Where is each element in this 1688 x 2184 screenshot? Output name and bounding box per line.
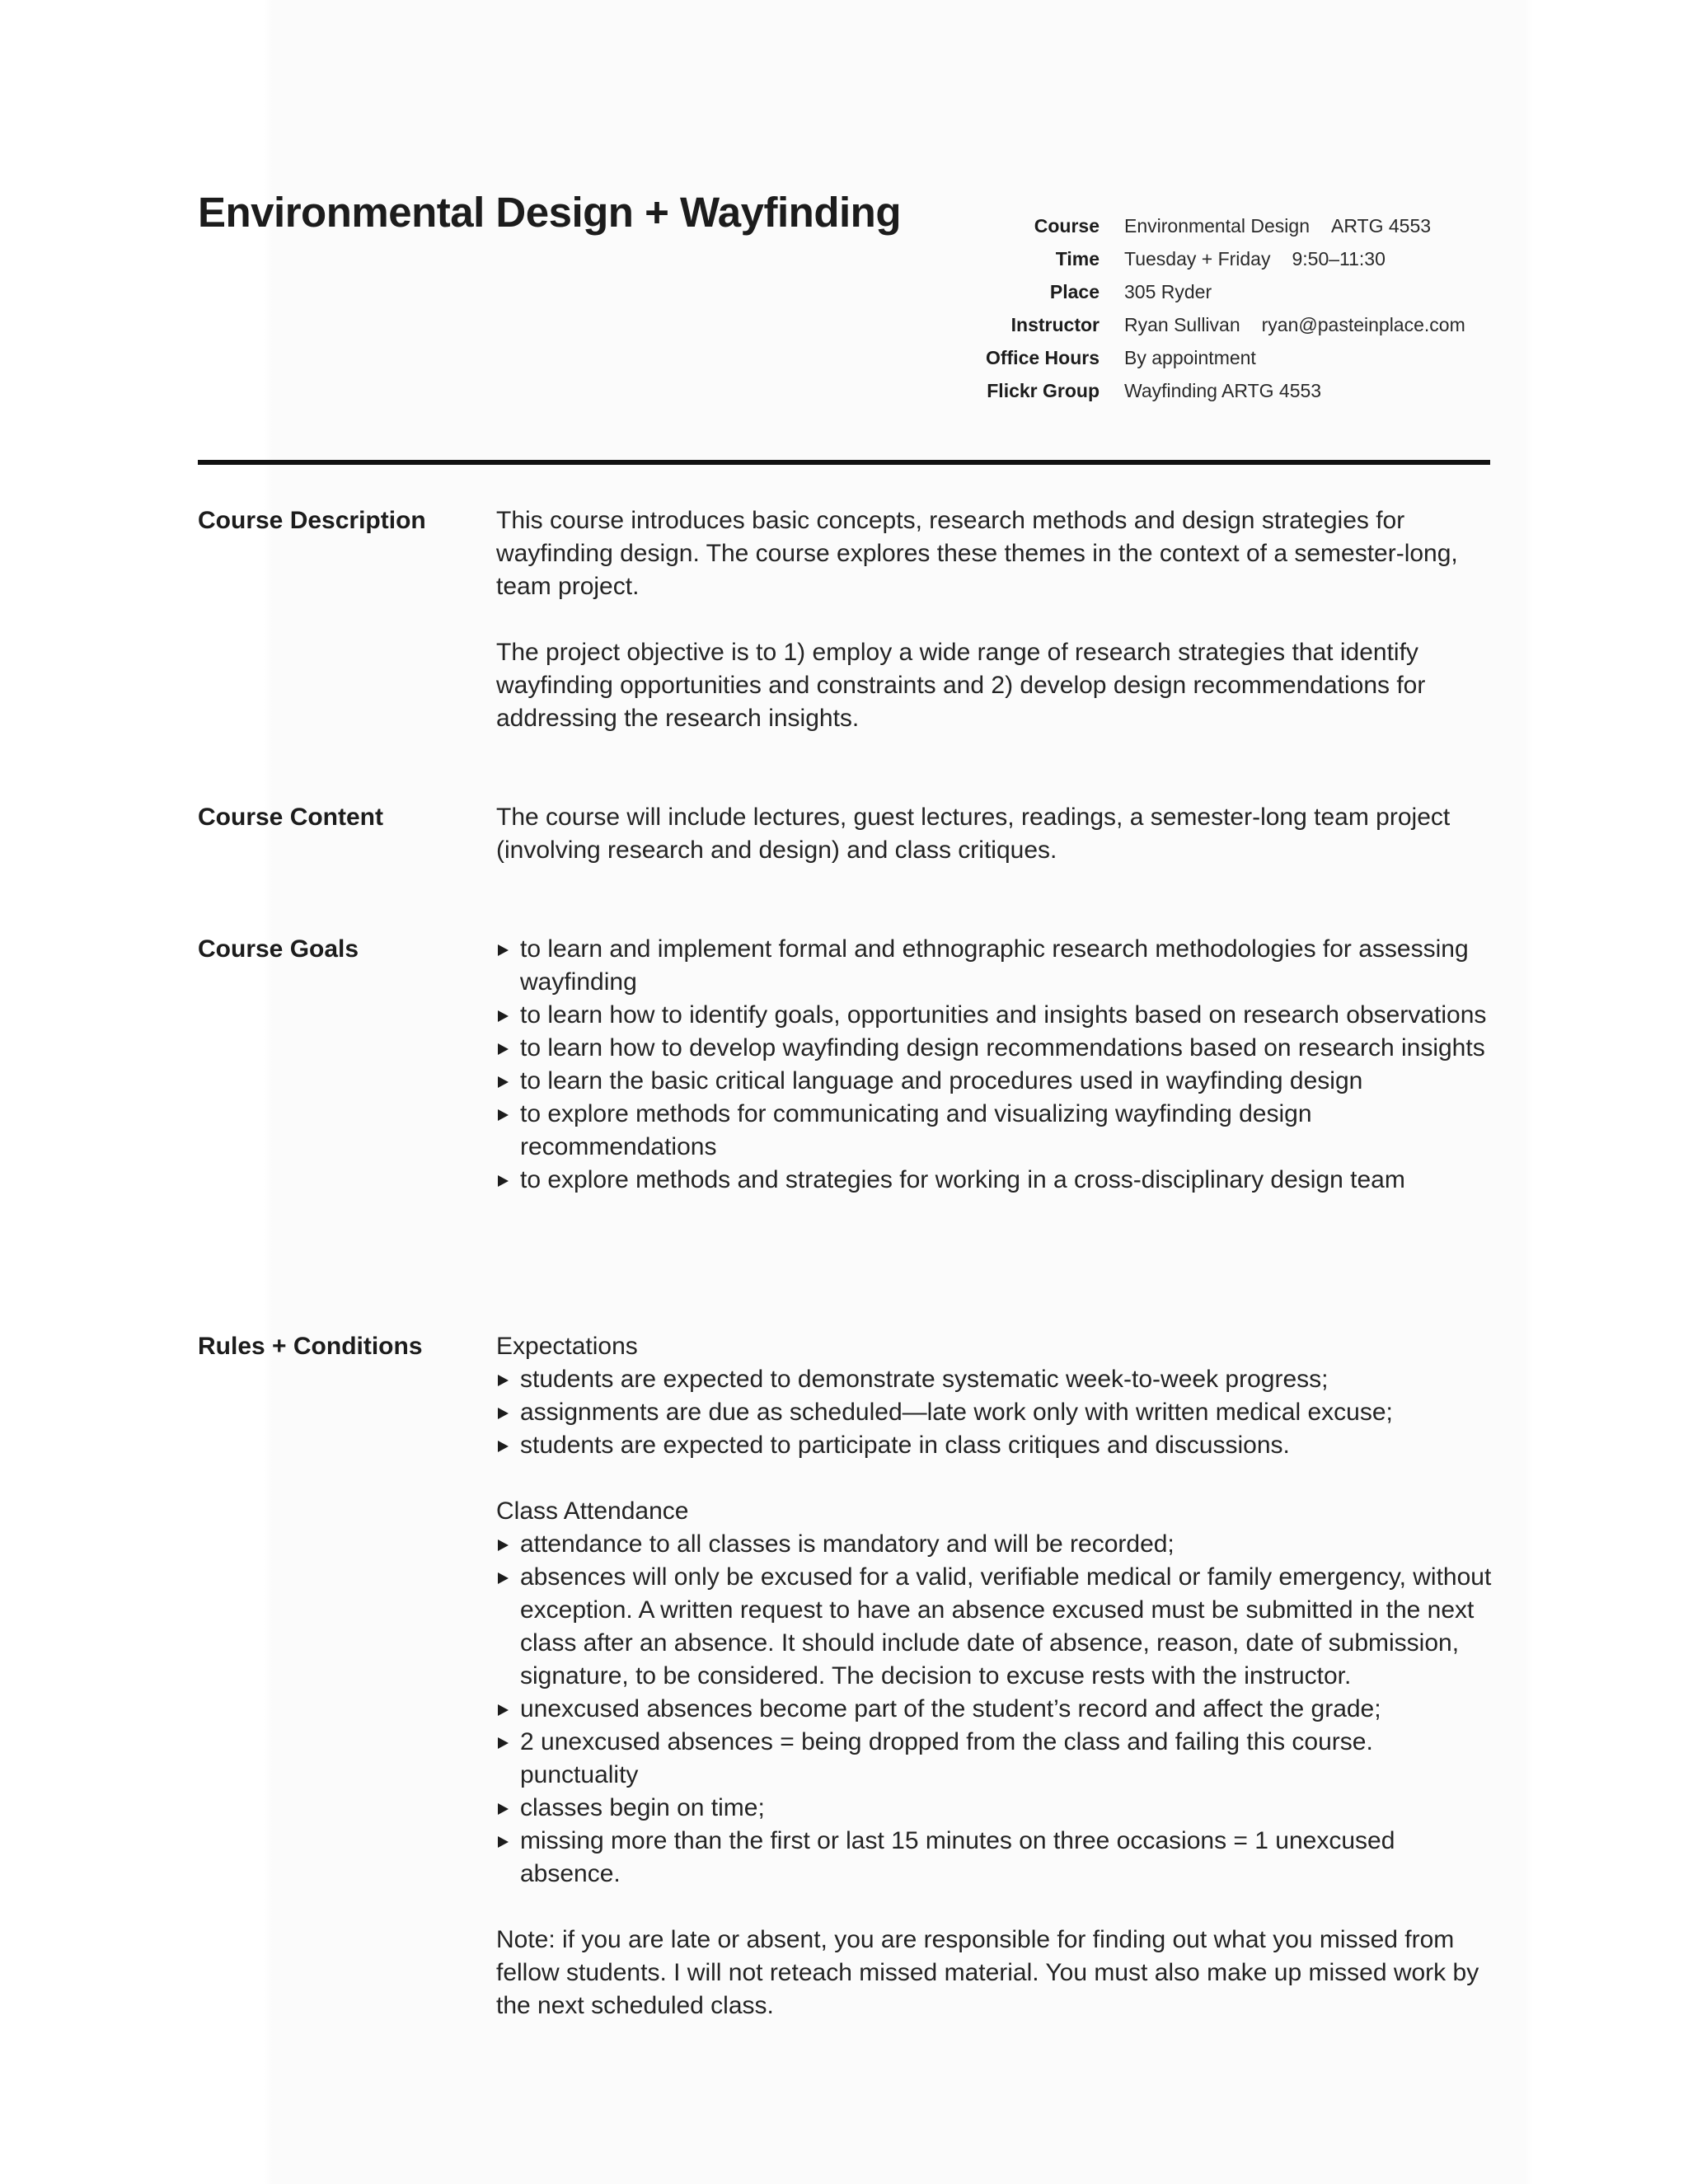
list-item-text: to learn the basic critical language and procedures used in wayfinding design [520, 1067, 1363, 1094]
section-course-description [198, 504, 1500, 735]
list-item-text: to learn how to identify goals, opportunities and insights based on research observations [520, 1001, 1487, 1029]
goals-list [496, 933, 1493, 1197]
list-item [496, 999, 1493, 1032]
list-item [496, 1032, 1493, 1065]
description-paragraph: The project objective is to 1) employ a wide range of research strategies that identify wayfinding opportunities and constraints and 2) develop design recommendations for addressing the research insights. [496, 639, 1426, 732]
section-rules-conditions [198, 1330, 1500, 2022]
list-item [496, 1825, 1493, 1891]
bullet-arrow-icon [498, 1010, 509, 1022]
bullet-arrow-icon [498, 1375, 509, 1386]
attendance-list [496, 1528, 1493, 1891]
list-item [496, 1561, 1493, 1693]
list-item [496, 1528, 1493, 1561]
info-value-primary: By appointment [1124, 347, 1256, 368]
bullet-arrow-icon [498, 1441, 509, 1452]
bullet-arrow-icon [498, 1572, 509, 1584]
list-item [496, 1363, 1493, 1396]
header-divider [198, 460, 1490, 465]
bullet-arrow-icon [498, 1043, 509, 1055]
content-paragraph: The course will include lectures, guest lectures, readings, a semester-long team project (involving research and design) and class critiques. [496, 804, 1451, 864]
expectations-block [496, 1330, 1493, 1462]
info-label: Office Hours [985, 347, 1100, 368]
info-value-secondary: ARTG 4553 [1331, 215, 1432, 237]
info-value-secondary: 9:50–11:30 [1292, 248, 1386, 269]
info-value [1124, 308, 1465, 341]
description-paragraph: This course introduces basic concepts, research methods and design strategies for wayfinding design. The course explores these themes in the context of a semester-long, team project. [496, 507, 1458, 600]
info-value [1124, 275, 1212, 308]
course-info-table [907, 209, 1500, 407]
info-value [1124, 209, 1431, 242]
list-item [496, 1429, 1493, 1462]
info-value [1124, 242, 1386, 275]
info-row-time [907, 242, 1500, 275]
list-item-text: to explore methods and strategies for working in a cross-disciplinary design team [520, 1166, 1405, 1193]
info-value-primary: 305 Ryder [1124, 281, 1212, 302]
info-value [1124, 341, 1256, 374]
bullet-arrow-icon [498, 1175, 509, 1187]
section-label: Course Goals [198, 935, 359, 963]
info-label: Instructor [1010, 314, 1100, 335]
list-item [496, 1726, 1493, 1792]
section-label: Rules + Conditions [198, 1333, 423, 1360]
page-title: Environmental Design + Wayfinding [198, 189, 901, 236]
info-value-primary: Ryan Sullivan [1124, 314, 1240, 335]
bullet-arrow-icon [498, 1836, 509, 1848]
list-item-text: to learn how to develop wayfinding design recommendations based on research insights [520, 1034, 1485, 1062]
list-item-text: to learn and implement formal and ethnographic research methodologies for assessing wayfinding [520, 935, 1469, 996]
section-course-goals [198, 933, 1500, 1197]
list-item-text: absences will only be excused for a valid, verifiable medical or family emergency, without exception. A written request to have an absence excused must be submitted in the next class after an absence. It should include date of absence, reason, date of submission, signature, to be considered. The decision to excuse rests with the instructor. [520, 1563, 1492, 1690]
info-label: Course [1034, 215, 1100, 237]
list-item-text: to explore methods for communicating and visualizing wayfinding design recommendations [520, 1100, 1312, 1160]
info-value-primary: Environmental Design [1124, 215, 1311, 237]
bullet-arrow-icon [498, 1540, 509, 1551]
bullet-arrow-icon [498, 1803, 509, 1815]
list-item-text: unexcused absences become part of the student’s record and affect the grade; [520, 1695, 1381, 1722]
bullet-arrow-icon [498, 1109, 509, 1121]
section-course-content [198, 801, 1500, 867]
list-item [496, 1098, 1493, 1164]
punctuality-heading: punctuality [520, 1761, 639, 1788]
list-item [496, 1065, 1493, 1098]
list-item [496, 1164, 1493, 1197]
section-body [496, 504, 1493, 735]
bullet-arrow-icon [498, 1408, 509, 1419]
note-block [496, 1924, 1493, 2022]
section-label: Course Description [198, 507, 426, 534]
list-item-text: classes begin on time; [520, 1794, 765, 1821]
bullet-arrow-icon [498, 1076, 509, 1088]
list-item-text: students are expected to participate in class critiques and discussions. [520, 1432, 1290, 1459]
section-body [496, 1330, 1493, 2022]
instructor-email: ryan@pasteinplace.com [1261, 314, 1465, 335]
info-value-primary: Wayfinding ARTG 4553 [1124, 380, 1322, 401]
info-label: Place [1049, 281, 1100, 302]
info-value [1124, 374, 1321, 407]
list-item-text: 2 unexcused absences = being dropped from the class and failing this course. [520, 1728, 1373, 1755]
bullet-arrow-icon [498, 944, 509, 956]
list-item-text: students are expected to demonstrate systematic week-to-week progress; [520, 1366, 1329, 1393]
attendance-block [496, 1495, 1493, 1891]
info-row-office-hours [907, 341, 1500, 374]
section-body [496, 801, 1493, 867]
bullet-arrow-icon [498, 1704, 509, 1716]
list-item [496, 1396, 1493, 1429]
list-item-text: assignments are due as scheduled—late work only with written medical excuse; [520, 1399, 1393, 1426]
list-item [496, 1693, 1493, 1726]
expectations-heading: Expectations [496, 1333, 638, 1360]
list-item-text: attendance to all classes is mandatory and will be recorded; [520, 1530, 1175, 1558]
info-label: Flickr Group [987, 380, 1100, 401]
attendance-heading: Class Attendance [496, 1497, 689, 1525]
info-label: Time [1055, 248, 1100, 269]
info-row-course [907, 209, 1500, 242]
info-row-flickr-group [907, 374, 1500, 407]
list-item [496, 933, 1493, 999]
info-row-instructor [907, 308, 1500, 341]
section-body [496, 933, 1493, 1197]
note-paragraph: Note: if you are late or absent, you are responsible for finding out what you missed from fellow students. I will not reteach missed material. You must also make up missed work by the next scheduled class. [496, 1926, 1479, 2019]
list-item [496, 1792, 1493, 1825]
expectations-list [496, 1363, 1493, 1462]
list-item-text: missing more than the first or last 15 minutes on three occasions = 1 unexcused absence. [520, 1827, 1395, 1887]
bullet-arrow-icon [498, 1737, 509, 1749]
section-label: Course Content [198, 804, 383, 831]
info-value-primary: Tuesday + Friday [1124, 248, 1271, 269]
info-row-place [907, 275, 1500, 308]
